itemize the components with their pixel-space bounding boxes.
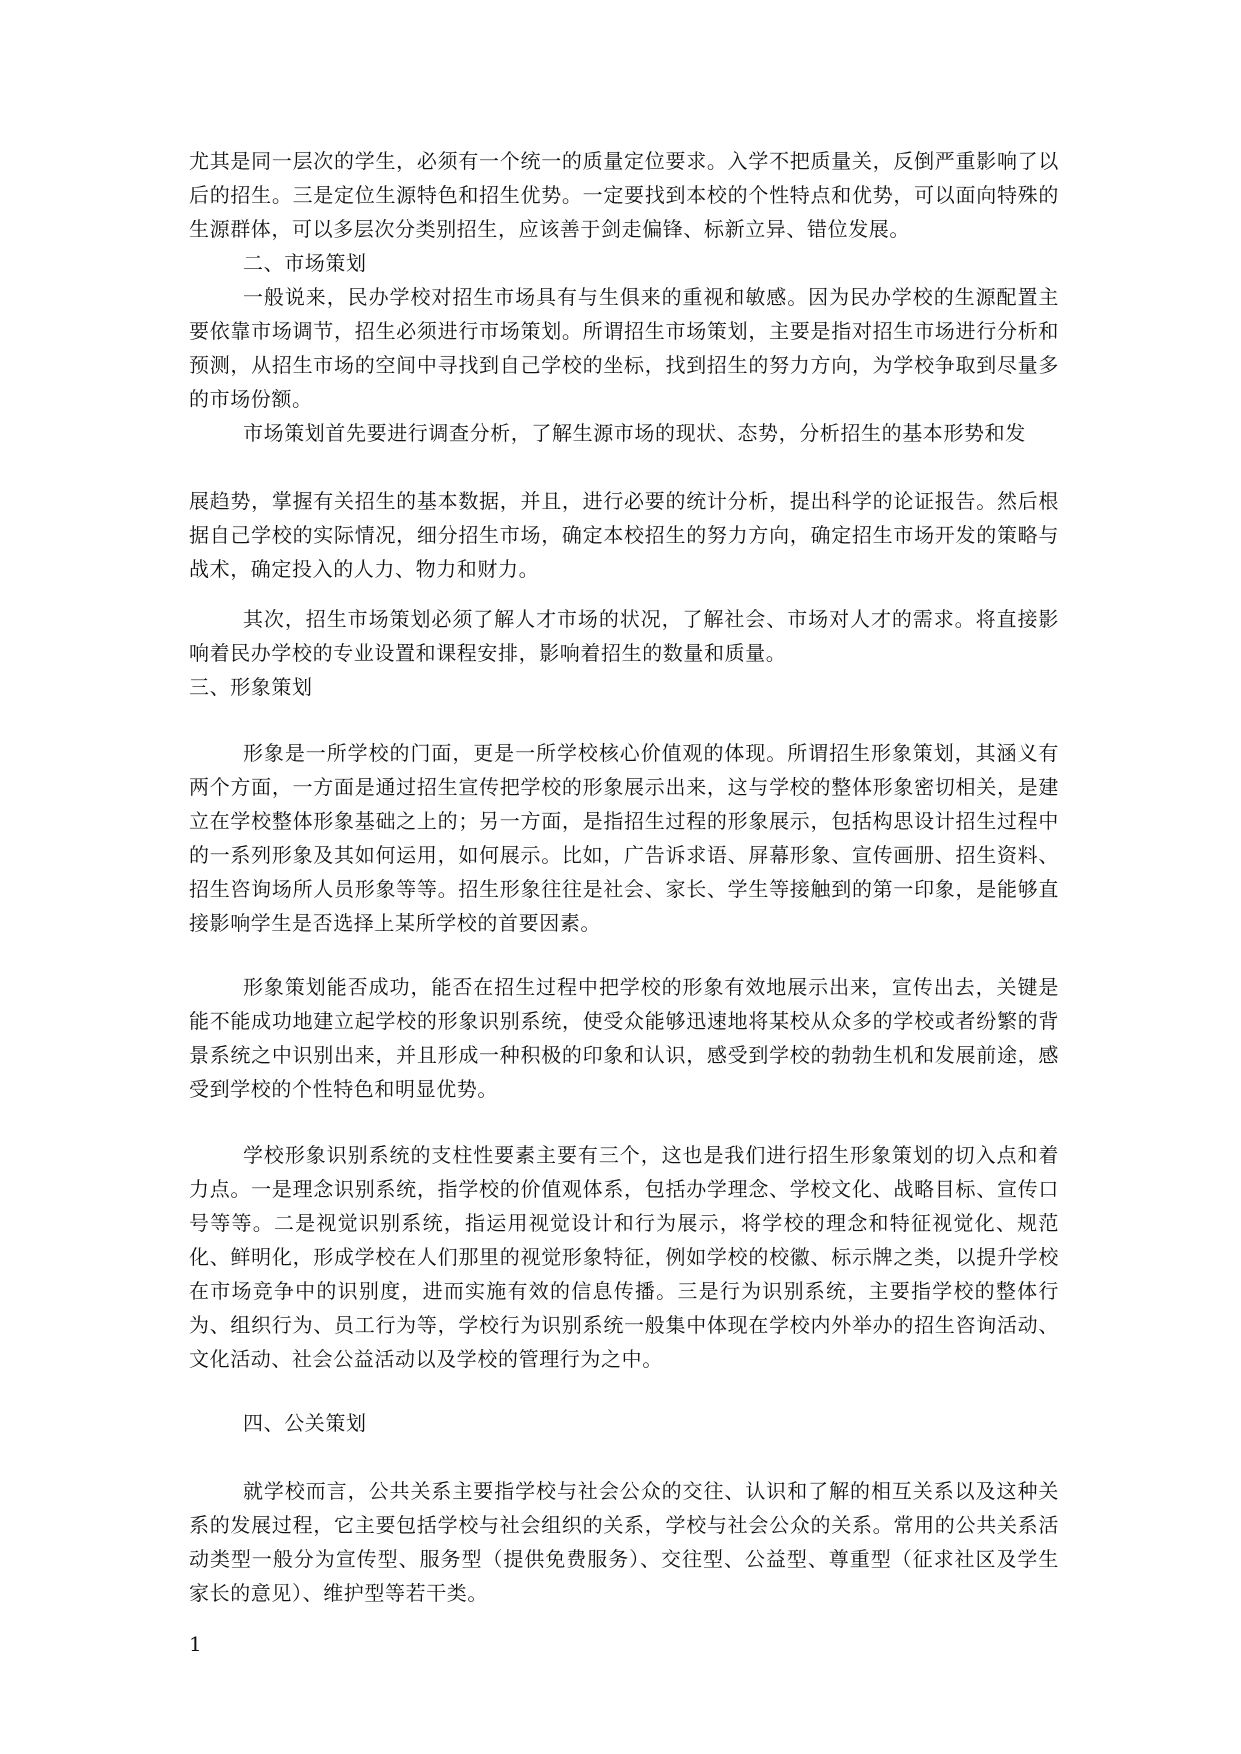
paragraph-intro-continuation: 尤其是同一层次的学生，必须有一个统一的质量定位要求。入学不把质量关，反倒严重影响了以后的招生。三是定位生源特色和招生优势。一定要找到本校的个性特点和优势，可以面向特殊的生源群体，可以多层次分类别招生，应该善于剑走偏锋、标新立异、错位发展。 xyxy=(189,149,1059,241)
paragraph-market-planning-1: 一般说来，民办学校对招生市场具有与生俱来的重视和敏感。因为民办学校的生源配置主要依靠市场调节，招生必须进行市场策划。所谓招生市场策划，主要是指对招生市场进行分析和预测，从招生市场的空间中寻找到自己学校的坐标，找到招生的努力方向，为学校争取到尽量多的市场份额。 xyxy=(189,285,1059,411)
section-heading-pr-planning: 四、公关策划 xyxy=(243,1411,367,1435)
section-heading-image-planning: 三、形象策划 xyxy=(189,675,313,699)
paragraph-image-planning-2: 形象策划能否成功，能否在招生过程中把学校的形象有效地展示出来，宣传出去，关键是能不能成功地建立起学校的形象识别系统，使受众能够迅速地将某校从众多的学校或者纷繁的背景系统之中识别出来，并且形成一种积极的印象和认识，感受到学校的勃勃生机和发展前途，感受到学校的个性特色和明显优势。 xyxy=(189,975,1059,1101)
paragraph-pr-planning-1: 就学校而言，公共关系主要指学校与社会公众的交往、认识和了解的相互关系以及这种关系的发展过程，它主要包括学校与社会组织的关系，学校与社会公众的关系。常用的公共关系活动类型一般分为宣传型、服务型（提供免费服务）、交往型、公益型、尊重型（征求社区及学生家长的意见）、维护型等若干类。 xyxy=(189,1479,1059,1605)
paragraph-image-planning-3: 学校形象识别系统的支柱性要素主要有三个，这也是我们进行招生形象策划的切入点和着力点。一是理念识别系统，指学校的价值观体系，包括办学理念、学校文化、战略目标、宣传口号等等。二是视觉识别系统，指运用视觉设计和行为展示，将学校的理念和特征视觉化、规范化、鲜明化，形成学校在人们那里的视觉形象特征，例如学校的校徽、标示牌之类，以提升学校在市场竞争中的识别度，进而实施有效的信息传播。三是行为识别系统，主要指学校的整体行为、组织行为、员工行为等，学校行为识别系统一般集中体现在学校内外举办的招生咨询活动、文化活动、社会公益活动以及学校的管理行为之中。 xyxy=(189,1143,1059,1371)
paragraph-image-planning-1: 形象是一所学校的门面，更是一所学校核心价值观的体现。所谓招生形象策划，其涵义有两个方面，一方面是通过招生宣传把学校的形象展示出来，这与学校的整体形象密切相关，是建立在学校整体形象基础之上的；另一方面，是指招生过程的形象展示，包括构思设计招生过程中的一系列形象及其如何运用，如何展示。比如，广告诉求语、屏幕形象、宣传画册、招生资料、招生咨询场所人员形象等等。招生形象往往是社会、家长、学生等接触到的第一印象，是能够直接影响学生是否选择上某所学校的首要因素。 xyxy=(189,741,1059,935)
paragraph-market-planning-3: 其次，招生市场策划必须了解人才市场的状况，了解社会、市场对人才的需求。将直接影响着民办学校的专业设置和课程安排，影响着招生的数量和质量。 xyxy=(189,607,1059,665)
paragraph-market-planning-2-continued: 展趋势，掌握有关招生的基本数据，并且，进行必要的统计分析，提出科学的论证报告。然后根据自己学校的实际情况，细分招生市场，确定本校招生的努力方向，确定招生市场开发的策略与战术，确定投入的人力、物力和财力。 xyxy=(189,489,1059,581)
page-number: 1 xyxy=(189,1632,202,1656)
paragraph-market-planning-2: 市场策划首先要进行调查分析，了解生源市场的现状、态势，分析招生的基本形势和发 xyxy=(243,421,1026,445)
section-heading-market-planning: 二、市场策划 xyxy=(243,251,367,275)
